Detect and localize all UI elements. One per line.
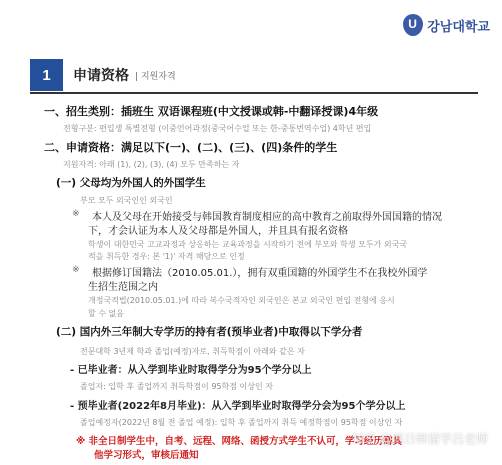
note2-mark: ※ <box>72 265 80 275</box>
sub2-korean: 전문대학 3년제 학과 졸업(예정)자로, 취득학점이 아래와 같은 자 <box>80 347 305 356</box>
university-logo <box>403 12 490 38</box>
section-number: 1 <box>30 59 63 91</box>
item1-korean: 전형구분: 편입생 특별전형 (이중언어과정(중국어수업 또는 한-중통번역수업) 4학년 편입 <box>63 124 372 133</box>
sub1-title: (一) 父母均为外国人的外国学生 <box>56 177 206 189</box>
section-title: 申请资格 <box>73 68 129 84</box>
item2-korean: 지원자격: 아래 (1), (2), (3), (4) 모두 만족하는 자 <box>63 160 240 169</box>
note2-line1: 根据修订国籍法（2010.05.01.），拥有双重国籍的外国学生不在我校外国学 <box>92 268 428 279</box>
graduate-title: - 已毕业者：从入学到毕业时取得学分为95个学分以上 <box>70 365 312 376</box>
red-notice-line1: ※ 非全日制学生中，自考、远程、网络、函授方式学生不认可，学习经历需具 <box>76 436 403 447</box>
university-name: 강남대학교 <box>427 19 490 35</box>
item2-title: 二、申请资格：满足以下(一)、(二)、(三)、(四)条件的学生 <box>44 141 338 154</box>
item1-title: 一、招生类别：插班生 双语课程班(中文授课或韩-中翻译授课)4年级 <box>44 105 379 118</box>
section-divider <box>30 92 478 94</box>
note2-line2: 生招生范围之内 <box>88 282 158 293</box>
note1-mark: ※ <box>72 209 80 219</box>
note2-korean-line1: 개정국적법(2010.05.01.)에 따라 복수국적자인 외국인은 본교 외국인 편입 전형에 응시 <box>88 296 395 305</box>
sub2-title: (二) 国内外三年制大专学历的持有者(预毕业者)中取得以下学分者 <box>56 326 363 338</box>
note1-line1: 本人及父母在开始接受与韩国教育制度相应的高中教育之前取得外国国籍的情况 <box>92 212 442 223</box>
note1-korean-line1: 학생이 대한민국 고교과정과 상응하는 교육과정을 시작하기 전에 부모와 학생 모두가 외국국 <box>88 240 408 249</box>
section-subtitle: | 지원자격 <box>135 71 176 82</box>
note1-line2: 下，才会认证为本人及父母都是外国人，并且具有报名资格 <box>88 226 348 237</box>
note1-korean-line2: 적을 취득한 경우: 본 '1)' 자격 해당으로 인정 <box>88 252 245 261</box>
sub1-korean: 부모 모두 외국인인 외국인 <box>80 196 173 205</box>
zhihu-watermark: 知乎 @西日韩留学吕老师 <box>352 432 488 446</box>
section-header <box>30 59 478 91</box>
pre-graduate-korean: 졸업예정자(2022년 8월 전 졸업 예정): 입학 후 졸업까지 취득 예정학점이 95학점 이상인 자 <box>80 418 403 427</box>
pre-graduate-title: - 预毕业者(2022年8月毕业)：从入学到毕业时取得学分会为95个学分以上 <box>70 401 406 412</box>
graduate-korean: 졸업자: 입학 후 졸업까지 취득학점이 95학점 이상인 자 <box>80 382 273 391</box>
note2-korean-line2: 할 수 없음 <box>88 309 124 318</box>
university-emblem-icon <box>403 14 423 36</box>
red-notice-line2: 他学习形式，审核后通知 <box>94 450 199 461</box>
